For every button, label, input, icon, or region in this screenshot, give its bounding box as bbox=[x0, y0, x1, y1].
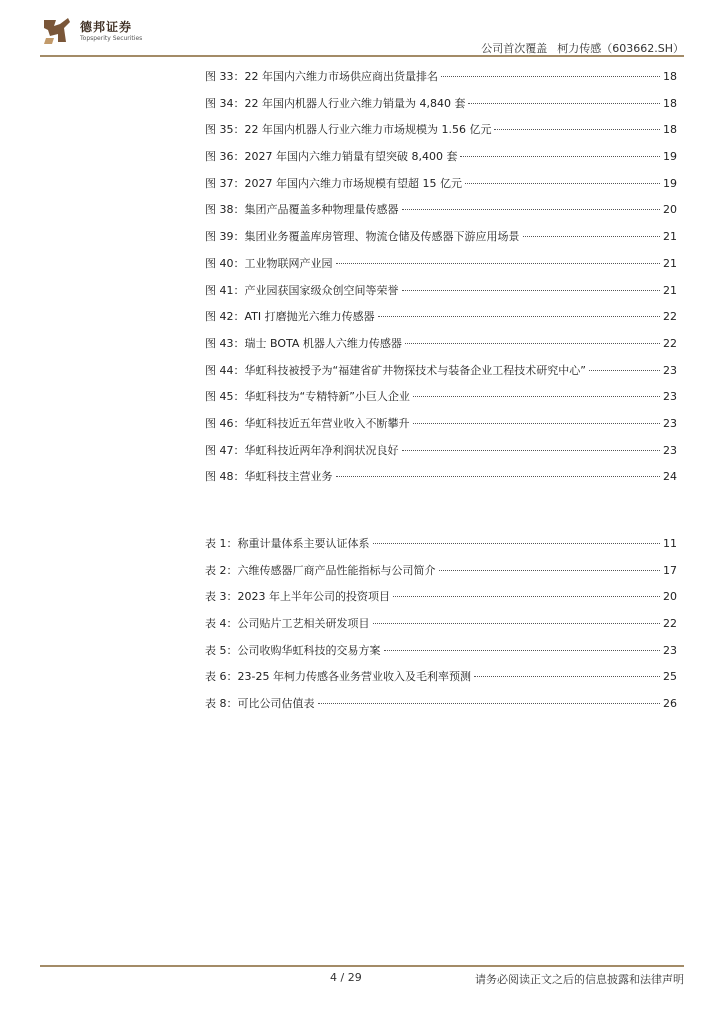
toc-page: 11 bbox=[663, 537, 677, 550]
logo-text-en: Topsperity Securities bbox=[80, 35, 143, 42]
toc-label: 图 39：集团业务覆盖库房管理、物流仓储及传感器下游应用场景 bbox=[205, 230, 520, 244]
toc-page: 19 bbox=[663, 176, 677, 190]
toc-label: 图 41：产业园获国家级众创空间等荣誉 bbox=[205, 283, 399, 297]
toc-entry-fig-37[interactable] bbox=[205, 171, 677, 198]
leader-dots bbox=[441, 76, 660, 77]
page-header bbox=[0, 0, 724, 60]
leader-dots bbox=[373, 623, 661, 624]
toc-entry-fig-35[interactable] bbox=[205, 117, 677, 144]
leader-dots bbox=[405, 343, 660, 344]
toc-entry-fig-39[interactable] bbox=[205, 224, 677, 251]
toc-label: 图 34：22 年国内机器人行业六维力销量为 4,840 套 bbox=[205, 96, 466, 110]
toc-entry-table-1[interactable] bbox=[205, 531, 677, 558]
toc-label: 图 45：华虹科技为“专精特新”小巨人企业 bbox=[205, 390, 410, 404]
leader-dots bbox=[474, 676, 660, 677]
leader-dots bbox=[336, 263, 661, 264]
leader-dots bbox=[460, 156, 660, 157]
toc-entry-fig-34[interactable] bbox=[205, 91, 677, 118]
toc-page: 22 bbox=[663, 336, 677, 350]
toc-page: 18 bbox=[663, 96, 677, 110]
toc-page: 19 bbox=[663, 150, 677, 164]
toc-label: 图 40：工业物联网产业园 bbox=[205, 256, 333, 270]
toc-page: 23 bbox=[663, 643, 677, 657]
toc-label: 图 38：集团产品覆盖多种物理量传感器 bbox=[205, 203, 399, 217]
toc-entry-table-3[interactable] bbox=[205, 584, 677, 611]
table-list bbox=[205, 531, 677, 718]
toc-page: 18 bbox=[663, 123, 677, 137]
leader-dots bbox=[336, 476, 661, 477]
toc-label: 图 35：22 年国内机器人行业六维力市场规模为 1.56 亿元 bbox=[205, 123, 492, 137]
toc-entry-fig-41[interactable] bbox=[205, 278, 677, 305]
leader-dots bbox=[402, 209, 661, 210]
toc-label: 表 4：公司贴片工艺相关研发项目 bbox=[205, 617, 370, 631]
leader-dots bbox=[413, 396, 660, 397]
toc-entry-table-4[interactable] bbox=[205, 611, 677, 638]
toc-page: 20 bbox=[663, 590, 677, 604]
toc-page: 17 bbox=[663, 563, 677, 577]
toc-page: 21 bbox=[663, 230, 677, 244]
toc-page: 24 bbox=[663, 470, 677, 484]
toc-entry-fig-38[interactable] bbox=[205, 197, 677, 224]
leader-dots bbox=[589, 370, 660, 371]
toc-page: 22 bbox=[663, 310, 677, 324]
toc-label: 图 37：2027 年国内六维力市场规模有望超 15 亿元 bbox=[205, 176, 462, 190]
leader-dots bbox=[318, 703, 661, 704]
footer-disclaimer: 请务必阅读正文之后的信息披露和法律声明 bbox=[475, 973, 684, 986]
toc-page: 20 bbox=[663, 203, 677, 217]
report-type: 公司首次覆盖 bbox=[481, 42, 548, 55]
toc-entry-table-5[interactable] bbox=[205, 638, 677, 665]
company-logo bbox=[40, 14, 150, 50]
toc-page: 26 bbox=[663, 697, 677, 711]
page-number: 4 / 29 bbox=[330, 971, 362, 984]
toc-label: 图 36：2027 年国内六维力销量有望突破 8,400 套 bbox=[205, 150, 458, 164]
toc-label: 表 8：可比公司估值表 bbox=[205, 697, 315, 711]
toc-page: 22 bbox=[663, 617, 677, 631]
company-name: 柯力传感（603662.SH） bbox=[557, 42, 684, 55]
toc-label: 图 48：华虹科技主营业务 bbox=[205, 470, 333, 484]
toc-page: 23 bbox=[663, 363, 677, 377]
toc-entry-fig-45[interactable] bbox=[205, 384, 677, 411]
toc-label: 图 33：22 年国内六维力市场供应商出货量排名 bbox=[205, 70, 438, 83]
leader-dots bbox=[402, 290, 661, 291]
leader-dots bbox=[468, 103, 660, 104]
toc-entry-fig-42[interactable] bbox=[205, 304, 677, 331]
toc-label: 表 2：六维传感器厂商产品性能指标与公司简介 bbox=[205, 563, 436, 577]
toc-label: 表 6：23-25 年柯力传感各业务营业收入及毛利率预测 bbox=[205, 670, 471, 684]
toc-label: 图 44：华虹科技被授予为“福建省矿井物探技术与装备企业工程技术研究中心” bbox=[205, 363, 586, 377]
leader-dots bbox=[413, 423, 661, 424]
toc-entry-fig-33[interactable] bbox=[205, 64, 677, 91]
toc-entry-table-2[interactable] bbox=[205, 558, 677, 585]
leader-dots bbox=[439, 570, 661, 571]
leader-dots bbox=[378, 316, 660, 317]
leader-dots bbox=[373, 543, 661, 544]
toc-page: 21 bbox=[663, 256, 677, 270]
toc-label: 图 42：ATI 打磨抛光六维力传感器 bbox=[205, 310, 375, 324]
leader-dots bbox=[465, 183, 660, 184]
toc-entry-fig-48[interactable] bbox=[205, 464, 677, 491]
header-report-info bbox=[471, 40, 684, 56]
toc-page: 23 bbox=[663, 416, 677, 430]
leader-dots bbox=[384, 650, 661, 651]
toc-entry-fig-46[interactable] bbox=[205, 411, 677, 438]
toc-entry-fig-47[interactable] bbox=[205, 438, 677, 465]
toc-page: 18 bbox=[663, 70, 677, 83]
footer-divider bbox=[40, 965, 684, 967]
toc-label: 图 47：华虹科技近两年净利润状况良好 bbox=[205, 443, 399, 457]
toc-page: 25 bbox=[663, 670, 677, 684]
toc-label: 图 43：瑞士 BOTA 机器人六维力传感器 bbox=[205, 336, 402, 350]
toc-entry-fig-43[interactable] bbox=[205, 331, 677, 358]
leader-dots bbox=[523, 236, 661, 237]
toc-label: 图 46：华虹科技近五年营业收入不断攀升 bbox=[205, 416, 410, 430]
toc-page: 21 bbox=[663, 283, 677, 297]
toc-page: 23 bbox=[663, 443, 677, 457]
leader-dots bbox=[393, 596, 660, 597]
leader-dots bbox=[494, 129, 660, 130]
logo-mark-icon bbox=[40, 14, 74, 48]
toc-label: 表 3：2023 年上半年公司的投资项目 bbox=[205, 590, 390, 604]
leader-dots bbox=[402, 450, 661, 451]
toc-entry-fig-40[interactable] bbox=[205, 251, 677, 278]
toc-page: 23 bbox=[663, 390, 677, 404]
toc-entry-table-8[interactable] bbox=[205, 691, 677, 718]
header-divider bbox=[40, 55, 684, 57]
figure-list bbox=[205, 64, 677, 491]
toc-label: 表 5：公司收购华虹科技的交易方案 bbox=[205, 643, 381, 657]
logo-text-cn: 德邦证券 bbox=[80, 20, 133, 34]
toc-label: 表 1：称重计量体系主要认证体系 bbox=[205, 537, 370, 550]
toc-entry-fig-36[interactable] bbox=[205, 144, 677, 171]
toc-entry-table-6[interactable] bbox=[205, 664, 677, 691]
toc-entry-fig-44[interactable] bbox=[205, 358, 677, 385]
